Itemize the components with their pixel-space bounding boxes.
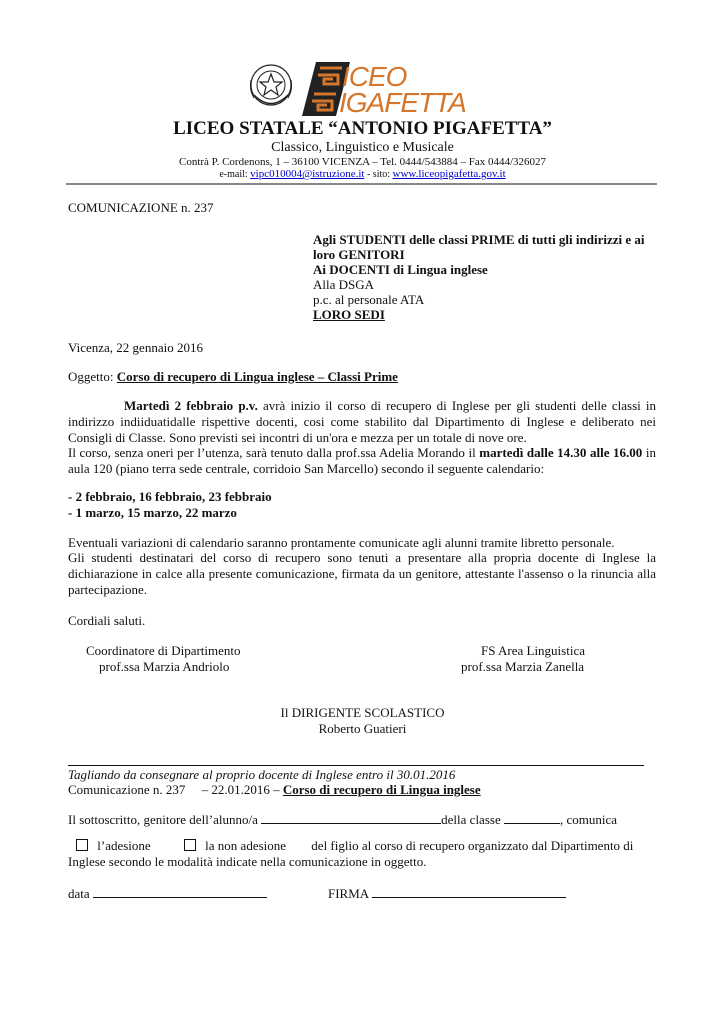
- coupon-reference-subject: Corso di recupero di Lingua inglese: [282, 782, 481, 797]
- email-label: e-mail:: [219, 169, 251, 180]
- coupon-reference-number: Comunicazione n. 237 – 22.01.2016 –: [68, 782, 283, 797]
- communication-number: COMUNICAZIONE n. 237: [68, 200, 214, 215]
- school-name: LICEO STATALE “ANTONIO PIGAFETTA”: [173, 118, 552, 139]
- paragraph-2-text-a: Il corso, senza oneri per l’utenza, sarà tenuto dalla prof.ssa Adelia Morando il: [68, 445, 480, 460]
- body-paragraph-4: Gli studenti destinatari del corso di recupero sono tenuti a presentare alla propria docente di Inglese la dichiarazione in calce alla presente comunicazione, firmata da un genitore, attestante l'assenso o la rinuncia alla partecipazione.: [68, 550, 656, 597]
- school-subtitle: Classico, Linguistico e Musicale: [271, 140, 454, 155]
- student-name-field[interactable]: [261, 812, 441, 824]
- recipients-line-6: LORO SEDI: [313, 307, 385, 322]
- email-link[interactable]: vipc010004@istruzione.it: [250, 168, 365, 180]
- logo-text-igafetta: IGAFETTA: [339, 87, 466, 118]
- options-rest-text: del figlio al corso di recupero organizzato dal Dipartimento di: [311, 838, 634, 853]
- signature-field[interactable]: [372, 886, 566, 898]
- coupon-cut-line: [68, 765, 644, 766]
- date-line: Vicenza, 22 gennaio 2016: [68, 340, 203, 355]
- signature-left-role: Coordinatore di Dipartimento: [86, 643, 241, 658]
- coupon-line-3: Inglese secondo le modalità indicate nella comunicazione in oggetto.: [68, 854, 427, 869]
- body-paragraph-3: Eventuali variazioni di calendario saranno prontamente comunicate agli alunni tramite libretto personale.: [68, 535, 615, 550]
- body-paragraph-2: [68, 445, 656, 477]
- school-contacts: [0, 168, 725, 181]
- signature-left-name: prof.ssa Marzia Andriolo: [99, 659, 230, 674]
- paragraph-1-text: avrà inizio il corso di recupero di Inglese per gli studenti delle classi in indirizzo indiiduatidalle rispettive docenti, cosi come stabilito dal Dipartimento di Inglese e deliberato nei Consigli di Classe. Sono previsti sei incontri di un'ora e mezza per un totale di nove ore.: [68, 398, 656, 445]
- parent-label: Il sottoscritto, genitore dell’alunno/a: [68, 812, 262, 827]
- start-date: Martedì 2 febbraio p.v.: [124, 398, 258, 413]
- non-adhesion-label: la non adesione: [205, 838, 287, 853]
- principal-name: Roberto Guatieri: [318, 721, 407, 736]
- date-field[interactable]: [93, 886, 267, 898]
- subject-line: [68, 369, 398, 385]
- signature-label: FIRMA: [328, 886, 372, 901]
- principal-role: Il DIRIGENTE SCOLASTICO: [280, 705, 445, 720]
- coupon-date-line: [68, 886, 267, 902]
- non-adhesion-checkbox[interactable]: [184, 839, 196, 851]
- coupon-parent-line: [68, 812, 617, 828]
- recipients-line-4: Alla DSGA: [313, 277, 375, 292]
- course-time: martedì dalle 14.30 alle 16.00: [479, 445, 643, 460]
- paragraph-2-text-b: in aula 120 (piano terra sede centrale, corridoio San Marcello) secondo il seguente calendario:: [68, 445, 656, 476]
- closing: Cordiali saluti.: [68, 613, 146, 628]
- header-divider: [66, 183, 657, 185]
- recipients-line-1: Agli STUDENTI delle classi PRIME di tutti gli indirizzi e ai: [313, 232, 645, 247]
- communicates-label: , comunica: [559, 812, 618, 827]
- adhesion-checkbox[interactable]: [76, 839, 88, 851]
- coupon-signature-line: [328, 886, 566, 902]
- coupon-title: Tagliando da consegnare al proprio docente di Inglese entro il 30.01.2016: [68, 767, 456, 782]
- school-address: Contrà P. Cordenons, 1 – 36100 VICENZA – Tel. 0444/543884 – Fax 0444/326027: [178, 156, 547, 168]
- date-label: data: [68, 886, 93, 901]
- coupon-options-line: [76, 838, 633, 854]
- body-paragraph-1: [68, 398, 656, 446]
- subject-label: Oggetto:: [68, 369, 117, 384]
- subject-text: Corso di recupero di Lingua inglese – Classi Prime: [116, 369, 398, 384]
- coupon-reference: [68, 782, 481, 798]
- schedule-february: - 2 febbraio, 16 febbraio, 23 febbraio: [68, 489, 272, 504]
- schedule-march: - 1 marzo, 15 marzo, 22 marzo: [68, 505, 237, 520]
- site-link[interactable]: www.liceopigafetta.gov.it: [392, 168, 506, 180]
- adhesion-label: l’adesione: [97, 838, 151, 853]
- republic-emblem: [246, 60, 296, 112]
- class-label: della classe: [441, 812, 504, 827]
- recipients-line-3: Ai DOCENTI di Lingua inglese: [313, 262, 488, 277]
- signature-right-role: FS Area Linguistica: [481, 643, 585, 658]
- recipients-line-5: p.c. al personale ATA: [313, 292, 425, 307]
- site-label: - sito:: [364, 169, 393, 180]
- recipients-line-2: loro GENITORI: [313, 247, 405, 262]
- class-field[interactable]: [504, 812, 560, 824]
- signature-right-name: prof.ssa Marzia Zanella: [461, 659, 585, 674]
- liceo-pigafetta-logo: [302, 62, 467, 118]
- logo-text-iceo: ICEO: [342, 61, 407, 92]
